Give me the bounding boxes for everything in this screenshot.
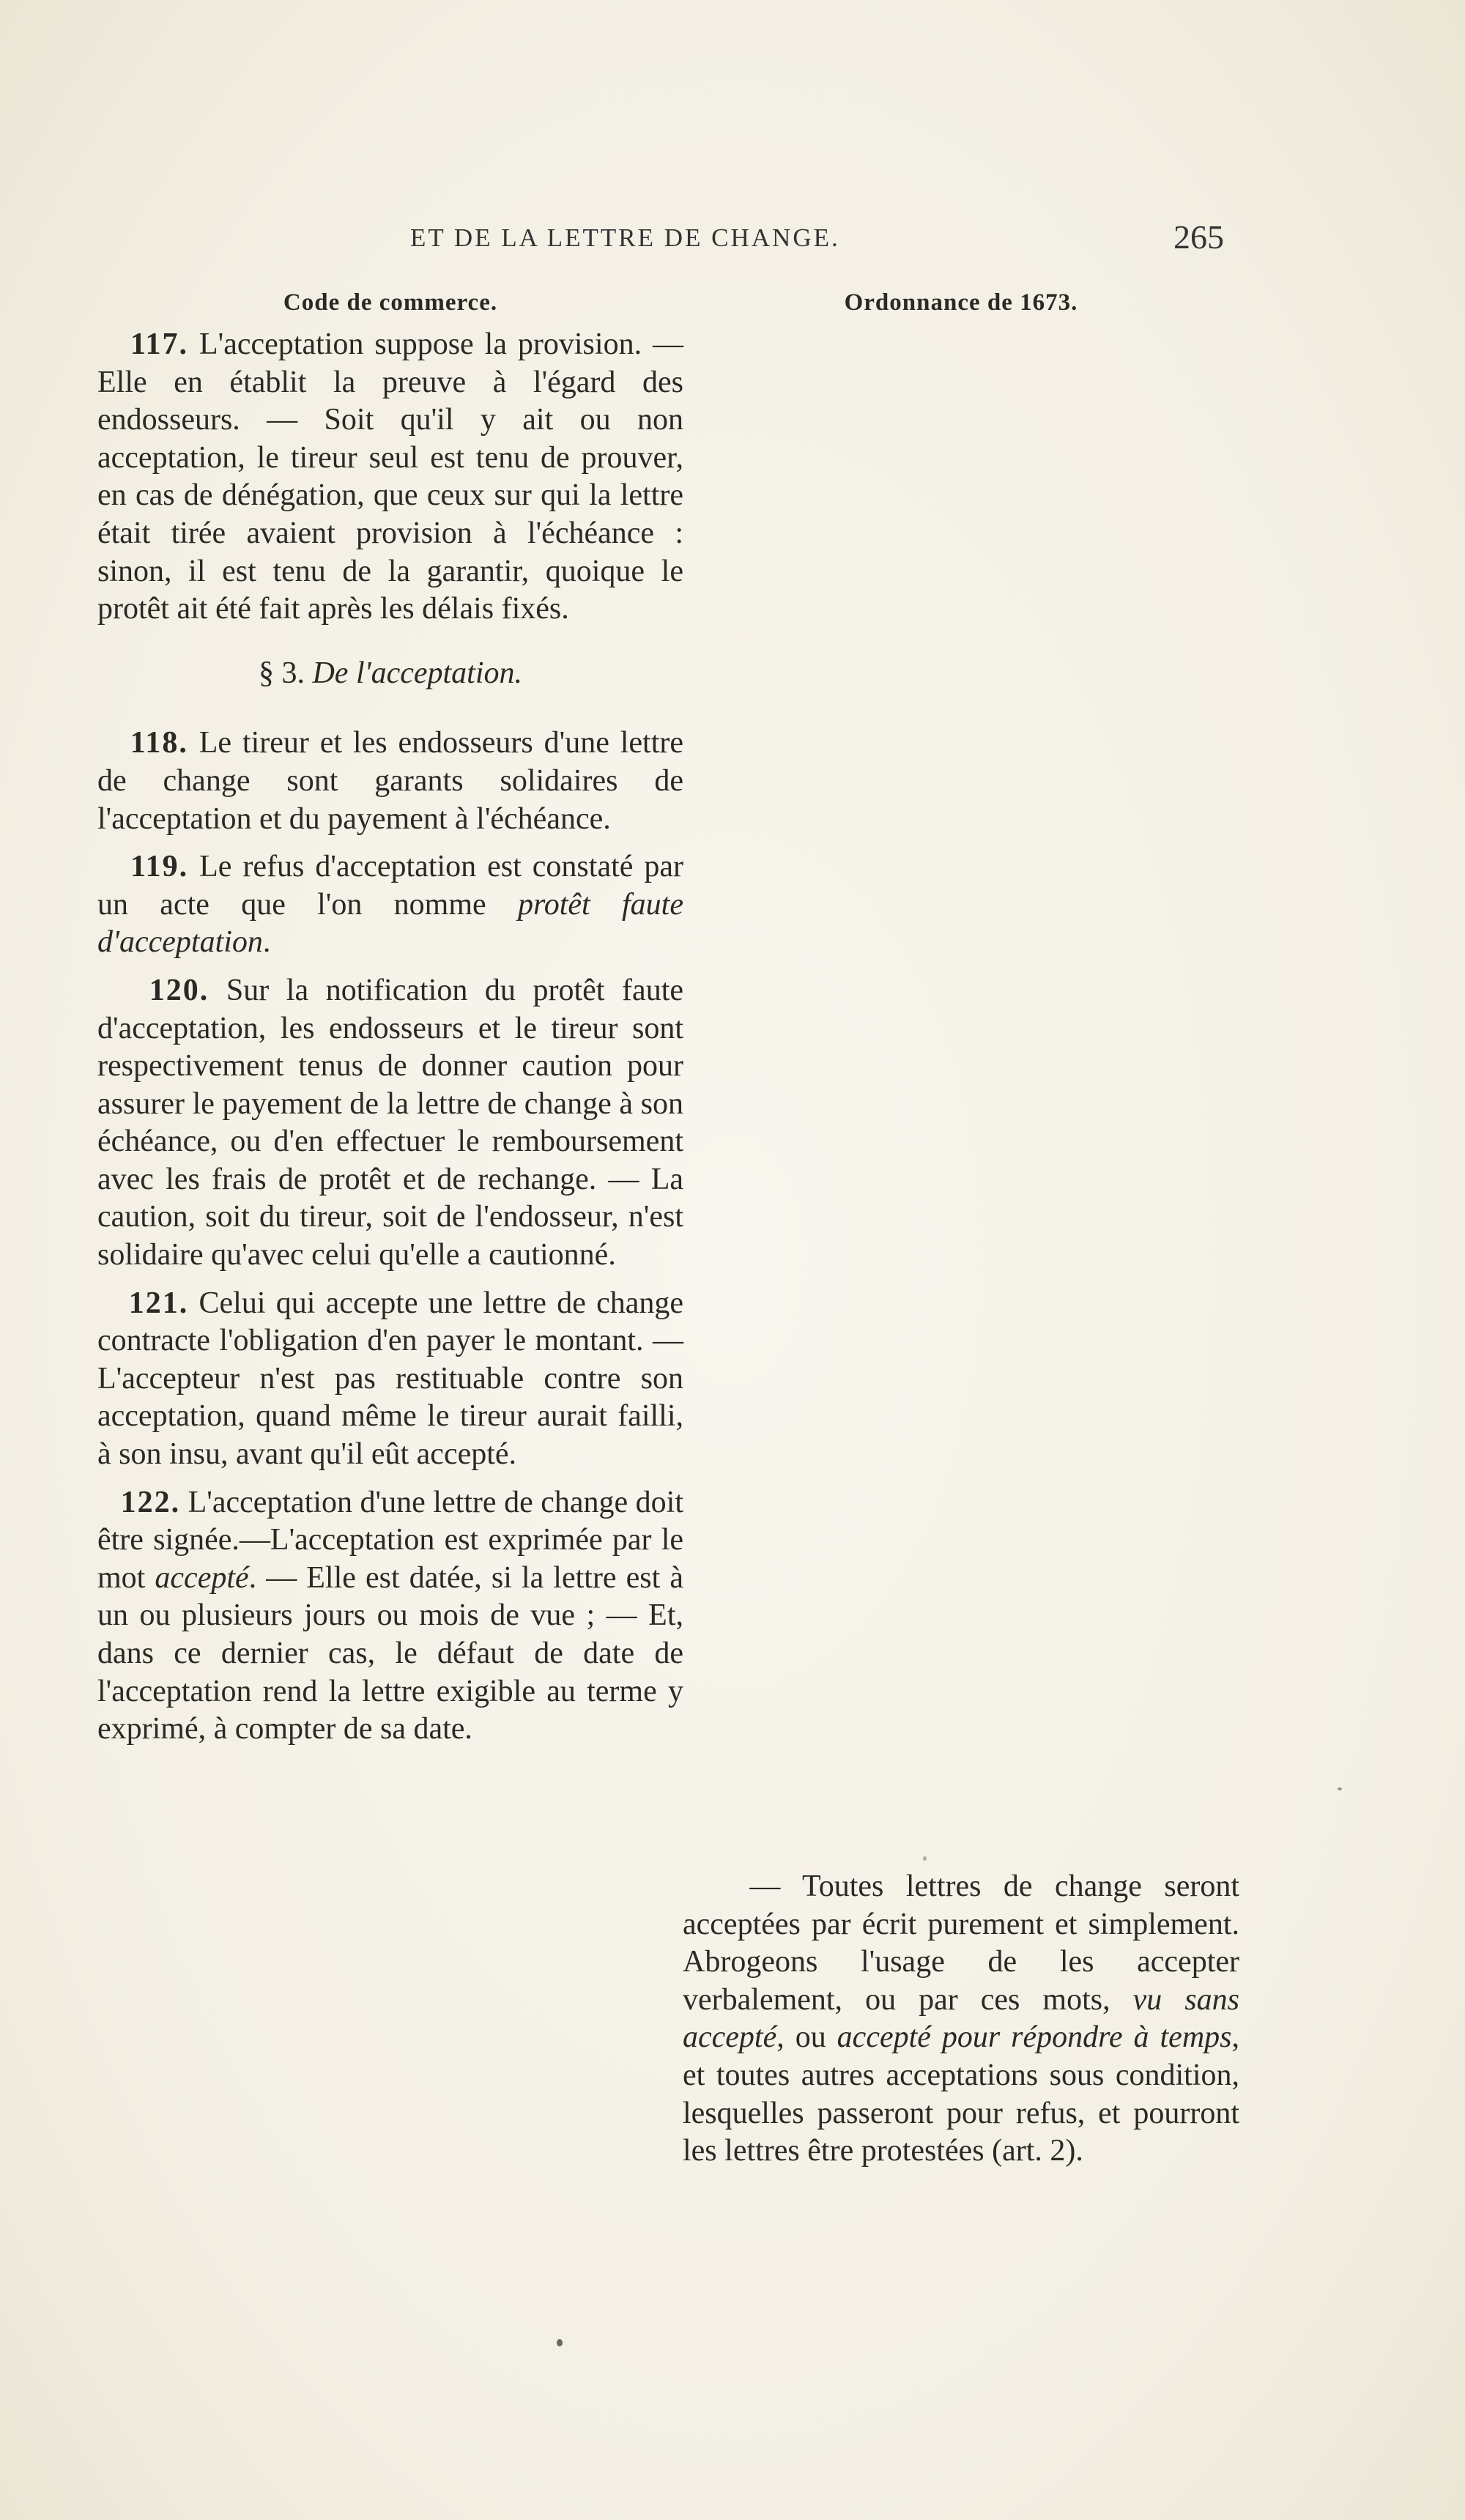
article-120	[97, 972, 683, 1275]
section-title: De l'acceptation.	[312, 656, 523, 690]
article-text: L'acceptation suppose la provision. — Elle en établit la preuve à l'égard des endosseurs. — Soit qu'il y ait ou non acceptation, le tireur seul est tenu de prouver, en cas de dénégation, que ceux sur qui la lettre était tirée avaient provision à l'échéance : sinon, il est tenu de la garantir, quoique le protêt ait été fait après les délais fixés.	[97, 327, 684, 626]
running-title: ET DE LA LETTRE DE CHANGE.	[410, 223, 840, 252]
ordonnance-paragraph	[683, 1868, 1239, 2171]
article-number: 119.	[130, 850, 189, 884]
paragraph-text-2: , ou	[776, 2020, 837, 2055]
right-column-heading: Ordonnance de 1673.	[844, 289, 1078, 316]
italic-phrase-2: accepté pour répondre à temps	[837, 2020, 1232, 2055]
left-column-heading: Code de commerce.	[283, 289, 498, 316]
article-text: Celui qui accepte une lettre de change contracte l'obligation d'en payer le montant. — L'accepteur n'est pas restituable contre son acceptation, quand même le tireur aurait failli, à son insu, avant qu'il eût accepté.	[97, 1286, 684, 1472]
article-number: 117.	[130, 327, 189, 361]
article-italic-term: accepté	[155, 1560, 249, 1595]
section-symbol: § 3.	[258, 656, 305, 690]
article-118	[97, 724, 683, 838]
article-122	[97, 1484, 683, 1749]
article-121	[97, 1285, 683, 1474]
article-number: 121.	[128, 1286, 189, 1320]
paragraph-text-3: , et toutes autres acceptations sous condition, lesquelles passeront pour refus, et pourront les lettres être protestées (art. 2).	[683, 2020, 1239, 2168]
article-text: Le tireur et les endosseurs d'une lettre de change sont garants solidaires de l'acceptation et du payement à l'échéance.	[97, 726, 684, 836]
article-text-end: .	[262, 925, 271, 960]
right-column-blank-space	[683, 326, 1239, 1868]
paragraph-text: — Toutes lettres de change seront acceptées par écrit purement et simplement. Abrogeons l'usage de les accepter verbalement, ou par ces mots,	[683, 1869, 1240, 2017]
article-number: 120.	[149, 973, 209, 1007]
article-text: L'acceptation d'une lettre de change doit être signée.—L'acceptation est exprimée par le mot	[97, 1485, 684, 1595]
page-number: 265	[1173, 218, 1224, 256]
article-119	[97, 848, 683, 962]
left-column	[97, 288, 683, 1749]
article-text: Sur la notification du protêt faute d'acceptation, les endosseurs et le tireur sont respectivement tenus de donner caution pour assurer le payement de la lettre de change à son échéance, ou d'en effectuer le remboursement avec les frais de protêt et de rechange. — La caution, soit du tireur, soit de l'endosseur, n'est solidaire qu'avec celui qu'elle a cautionné.	[97, 973, 684, 1272]
section-heading	[97, 655, 683, 693]
article-text-end: . — Elle est datée, si la lettre est à un ou plusieurs jours ou mois de vue ; — Et, dans ce dernier cas, le défaut de date de l'acceptation rend la lettre exigible au terme y exprimé, à compter de sa date.	[97, 1560, 683, 1746]
ink-speck	[1338, 1787, 1342, 1790]
article-text: Le refus d'acceptation est constaté par un acte que l'on nomme	[97, 850, 684, 922]
article-number: 118.	[130, 726, 188, 760]
article-number: 122.	[120, 1485, 181, 1519]
italic-phrase-1: vu sans accepté	[683, 1982, 1239, 2055]
article-117	[97, 326, 683, 629]
ink-speck	[923, 1856, 927, 1861]
article-italic-term: protêt faute d'acceptation	[97, 887, 683, 960]
right-column	[683, 288, 1239, 2171]
ink-speck	[557, 2339, 563, 2346]
